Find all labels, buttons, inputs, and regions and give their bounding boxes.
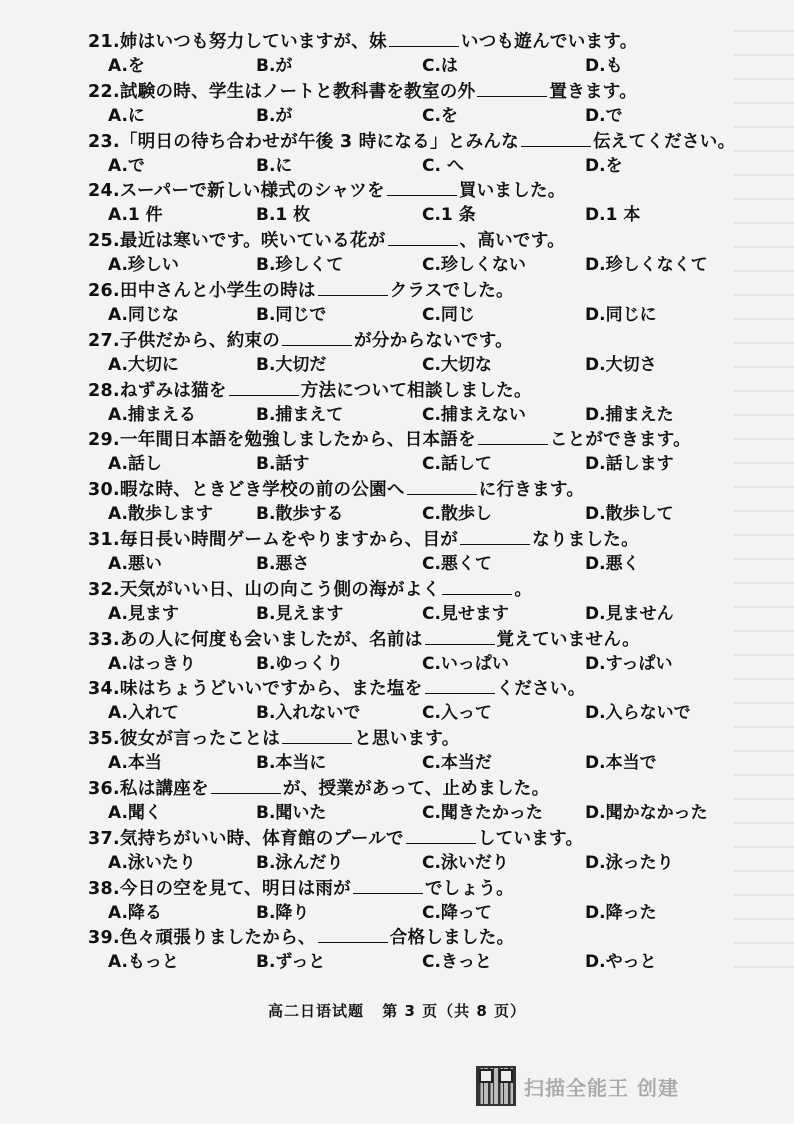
answer-blank (282, 329, 352, 346)
option-c: C.1 条 (422, 205, 476, 226)
question-number: 31. (88, 529, 120, 550)
question-stem (88, 179, 768, 203)
options-row (88, 104, 768, 128)
question-text-after: 、高いです。 (459, 231, 565, 252)
question-text-before: 試験の時、学生はノートと教科書を教室の外 (119, 81, 476, 102)
option-a: A.に (108, 105, 145, 126)
option-a: A.はっきり (108, 653, 196, 674)
question-text-before: 一年間日本語を勉強しましたから、日本語を (119, 430, 476, 451)
options-row (88, 901, 768, 925)
option-a: A.同じな (108, 304, 179, 325)
question-text-after: クラスでした。 (389, 280, 514, 301)
options-row (88, 552, 768, 576)
question-item (88, 279, 768, 329)
question-text-before: 彼女が言ったことは (119, 729, 281, 750)
question-number: 25. (88, 231, 120, 252)
question-item (88, 677, 768, 727)
answer-blank (442, 578, 512, 595)
option-b: B.ずっと (256, 952, 326, 973)
question-item (88, 877, 768, 927)
answer-blank (406, 827, 476, 844)
option-b: B.に (256, 155, 293, 176)
question-stem (88, 379, 768, 403)
question-stem (88, 30, 768, 54)
question-item (88, 179, 768, 229)
question-item (88, 578, 768, 628)
option-c: C.いっぱい (422, 653, 509, 674)
question-text-before: 毎日長い時間ゲームをやりますから、目が (119, 529, 459, 550)
option-d: D.散歩して (585, 504, 674, 525)
qr-code-icon (476, 1066, 516, 1106)
question-stem (88, 877, 768, 901)
page-number: 第 3 页（共 8 页） (382, 1002, 526, 1020)
option-d: D.同じに (585, 304, 657, 325)
question-number: 27. (88, 330, 120, 351)
question-text-after: と思います。 (354, 729, 460, 750)
option-d: D.大切さ (585, 354, 657, 375)
options-row (88, 353, 768, 377)
option-a: A.話し (108, 454, 162, 475)
option-d: D.入らないで (585, 703, 691, 724)
question-text-after: が分からないです。 (354, 330, 513, 351)
page-footer (0, 1000, 794, 1021)
option-c: C.きっと (422, 952, 492, 973)
option-b: B.珍しくて (256, 255, 344, 276)
option-b: B.同じで (256, 304, 327, 325)
answer-blank (229, 379, 299, 396)
question-text-before: 「明日の待ち合わせが午後 3 時になる」とみんな (119, 131, 519, 152)
question-item (88, 30, 768, 80)
option-d: D.を (585, 155, 623, 176)
question-stem (88, 926, 768, 950)
question-item (88, 130, 768, 180)
question-item (88, 926, 768, 976)
question-item (88, 528, 768, 578)
question-item (88, 727, 768, 777)
question-number: 33. (88, 629, 120, 650)
answer-blank (388, 229, 458, 246)
question-text-after: 買いました。 (458, 181, 566, 202)
option-c: C.入って (422, 703, 492, 724)
question-number: 26. (88, 280, 120, 301)
question-number: 38. (88, 878, 120, 899)
option-c: C.聞きたかった (422, 802, 543, 823)
option-d: D.降った (585, 902, 657, 923)
question-stem (88, 229, 768, 253)
option-d: D.珍しくなくて (585, 255, 708, 276)
question-text-after: 合格しました。 (389, 928, 515, 949)
option-b: B.1 枚 (256, 205, 311, 226)
question-stem (88, 628, 768, 652)
question-text-after: なりました。 (532, 529, 639, 550)
question-stem (88, 677, 768, 701)
option-a: A.で (108, 155, 145, 176)
options-row (88, 801, 768, 825)
answer-blank (478, 428, 548, 445)
option-a: A.見ます (108, 603, 179, 624)
option-d: D.聞かなかった (585, 802, 708, 823)
option-b: B.散歩する (256, 504, 344, 525)
question-text-after: に行きます。 (478, 480, 585, 501)
question-text-before: 最近は寒いです。咲いている花が (119, 231, 386, 252)
option-b: B.捕まえて (256, 404, 344, 425)
option-c: C.泳いだり (422, 852, 509, 873)
option-b: B.悪さ (256, 553, 310, 574)
option-a: A.珍しい (108, 255, 179, 276)
question-stem (88, 478, 768, 502)
options-row (88, 54, 768, 78)
option-d: D.捕まえた (585, 404, 674, 425)
options-row (88, 701, 768, 725)
question-text-after: 。 (514, 579, 533, 600)
question-number: 34. (88, 679, 120, 700)
question-text-before: 天気がいい日、山の向こう側の海がよく (119, 579, 441, 600)
question-text-before: 私は講座を (119, 778, 209, 799)
question-text-before: あの人に何度も会いましたが、名前は (119, 629, 423, 650)
question-item (88, 229, 768, 279)
question-stem (88, 727, 768, 751)
option-c: C.を (422, 105, 458, 126)
question-text-before: 暇な時、ときどき学校の前の公園へ (119, 480, 405, 501)
option-a: A.入れて (108, 703, 179, 724)
options-row (88, 751, 768, 775)
question-stem (88, 528, 768, 552)
question-text-after: でしょう。 (424, 878, 514, 899)
question-item (88, 379, 768, 429)
option-d: D.泳ったり (585, 852, 674, 873)
question-stem (88, 329, 768, 353)
question-number: 35. (88, 729, 120, 750)
question-text-before: スーパーで新しい様式のシャツを (119, 181, 385, 202)
question-item (88, 80, 768, 130)
question-number: 28. (88, 380, 120, 401)
question-text-before: 色々頑張りましたから、 (119, 928, 316, 949)
question-item (88, 777, 768, 827)
option-c: C.は (422, 56, 458, 76)
question-number: 21. (88, 32, 120, 52)
scanner-watermark (476, 1066, 679, 1106)
question-item (88, 428, 768, 478)
answer-blank (477, 80, 547, 97)
option-a: A.を (108, 56, 145, 76)
option-a: A.1 件 (108, 205, 163, 226)
question-item (88, 478, 768, 528)
question-text-before: 子供だから、約束の (119, 330, 281, 351)
option-d: D.やっと (585, 952, 657, 973)
question-text-after: 伝えてください。 (592, 131, 736, 152)
question-text-before: 姉はいつも努力していますが、妹 (119, 32, 387, 52)
question-number: 22. (88, 81, 120, 102)
option-c: C.大切な (422, 354, 492, 375)
question-number: 39. (88, 928, 120, 949)
question-stem (88, 777, 768, 801)
question-stem (88, 130, 768, 154)
option-c: C.同じ (422, 304, 475, 325)
question-number: 37. (88, 828, 120, 849)
question-text-after: いつも遊んでいます。 (460, 32, 638, 52)
option-a: A.散歩します (108, 504, 213, 525)
question-stem (88, 578, 768, 602)
option-a: A.泳いたり (108, 852, 196, 873)
answer-blank (521, 130, 591, 147)
question-text-before: 今日の空を見て、明日は雨が (119, 878, 351, 899)
answer-blank (460, 528, 530, 545)
option-c: C.話して (422, 454, 492, 475)
option-b: B.大切だ (256, 354, 327, 375)
question-item (88, 827, 768, 877)
option-b: B.聞いた (256, 802, 327, 823)
option-b: B.入れないで (256, 703, 361, 724)
option-b: B.が (256, 105, 293, 126)
option-b: B.泳んだり (256, 852, 344, 873)
option-d: D.も (585, 56, 623, 76)
question-stem (88, 80, 768, 104)
option-d: D.で (585, 105, 623, 126)
answer-blank (282, 727, 352, 744)
option-d: D.1 本 (585, 205, 641, 226)
question-text-before: 田中さんと小学生の時は (119, 280, 316, 301)
question-stem (88, 279, 768, 303)
question-number: 36. (88, 778, 120, 799)
answer-blank (425, 628, 495, 645)
options-row (88, 154, 768, 178)
option-a: A.悪い (108, 553, 162, 574)
option-c: C.悪くて (422, 553, 492, 574)
answer-blank (353, 877, 423, 894)
option-a: A.本当 (108, 753, 162, 774)
answer-blank (425, 677, 495, 694)
question-item (88, 329, 768, 379)
option-b: B.見えます (256, 603, 344, 624)
question-stem (88, 428, 768, 452)
options-row (88, 851, 768, 875)
question-text-after: 方法について相談しました。 (300, 380, 532, 401)
answer-blank (211, 777, 281, 794)
options-row (88, 253, 768, 277)
question-number: 24. (88, 181, 120, 202)
option-b: B.が (256, 56, 293, 76)
answer-blank (318, 279, 388, 296)
option-c: C. へ (422, 155, 464, 176)
answer-blank (318, 926, 388, 943)
answer-blank (407, 478, 477, 495)
answer-blank (389, 30, 459, 47)
option-d: D.すっぱい (585, 653, 673, 674)
option-a: A.捕まえる (108, 404, 196, 425)
question-text-after: が、授業があって、止めました。 (282, 778, 550, 799)
option-c: C.見せます (422, 603, 509, 624)
question-text-after: 置きます。 (549, 81, 637, 102)
option-c: C.珍しくない (422, 255, 526, 276)
option-a: A.もっと (108, 952, 179, 973)
exam-title: 高二日语试题 (267, 1002, 364, 1020)
question-text-before: 味はちょうどいいですから、また塩を (119, 679, 423, 700)
option-c: C.散歩し (422, 504, 492, 525)
option-b: B.ゆっくり (256, 653, 344, 674)
option-d: D.本当で (585, 753, 657, 774)
question-text-after: ください。 (496, 679, 586, 700)
option-a: A.聞く (108, 802, 162, 823)
question-stem (88, 827, 768, 851)
question-number: 23. (88, 131, 120, 152)
watermark-text: 扫描全能王 创建 (524, 1075, 679, 1100)
question-text-after: ことができます。 (549, 430, 691, 451)
option-a: A.大切に (108, 354, 179, 375)
option-b: B.降り (256, 902, 310, 923)
question-text-after: しています。 (477, 828, 584, 849)
options-row (88, 303, 768, 327)
option-c: C.本当だ (422, 753, 492, 774)
answer-blank (387, 179, 457, 196)
options-row (88, 602, 768, 626)
options-row (88, 452, 768, 476)
options-row (88, 502, 768, 526)
option-d: D.見ません (585, 603, 674, 624)
options-row (88, 950, 768, 974)
options-row (88, 203, 768, 227)
question-list (88, 30, 768, 976)
question-text-after: 覚えていません。 (496, 629, 640, 650)
question-number: 32. (88, 579, 120, 600)
option-b: B.話す (256, 454, 310, 475)
option-d: D.悪く (585, 553, 640, 574)
options-row (88, 403, 768, 427)
option-b: B.本当に (256, 753, 327, 774)
question-text-before: 気持ちがいい時、体育館のプールで (119, 828, 404, 849)
question-number: 29. (88, 430, 120, 451)
option-d: D.話します (585, 454, 674, 475)
option-a: A.降る (108, 902, 162, 923)
question-text-before: ねずみは猫を (119, 380, 227, 401)
options-row (88, 652, 768, 676)
option-c: C.降って (422, 902, 492, 923)
question-number: 30. (88, 480, 120, 501)
option-c: C.捕まえない (422, 404, 526, 425)
question-item (88, 628, 768, 678)
